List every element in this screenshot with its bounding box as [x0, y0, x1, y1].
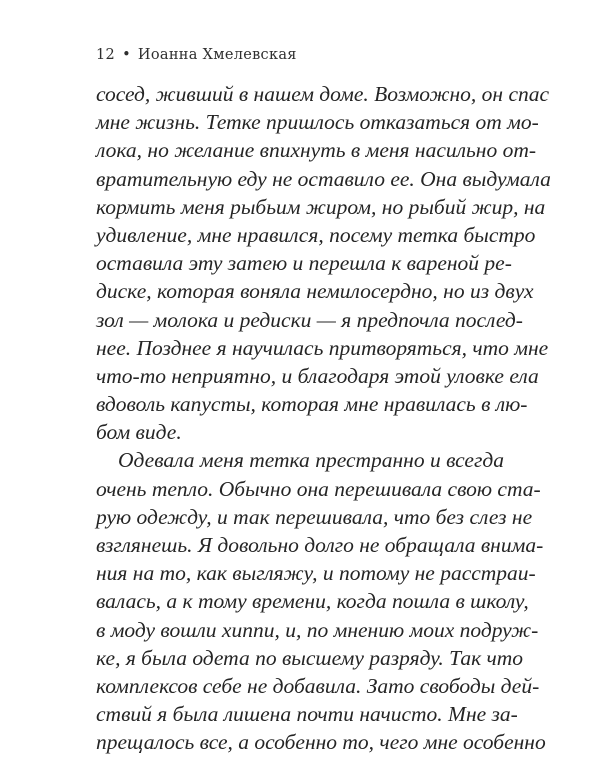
text-line: очень тепло. Обычно она перешивала свою ста-	[96, 476, 541, 501]
text-line: в моду вошли хиппи, и, по мнению моих подруж-	[96, 617, 539, 642]
text-line: комплексов себе не добавила. Зато свободы дей-	[96, 673, 540, 698]
text-line: оставила эту затею и перешла к вареной ре-	[96, 251, 512, 276]
running-head	[96, 47, 297, 63]
text-line: лока, но желание впихнуть в меня насильно от-	[96, 138, 537, 163]
body-text	[96, 80, 551, 757]
text-line: ствий я была лишена почти начисто. Мне за-	[96, 702, 518, 727]
header-separator: •	[122, 47, 131, 63]
text-line: мне жизнь. Тетке пришлось отказаться от мо-	[96, 110, 539, 135]
author-name: Иоанна Хмелевская	[137, 47, 297, 63]
text-line: рую одежду, и так перешивала, что без слез не	[96, 504, 533, 529]
text-line: диске, которая воняла немилосердно, но из двух	[96, 279, 534, 304]
text-line: прещалось все, а особенно то, чего мне особенно	[96, 730, 546, 755]
text-line: вдоволь капусты, которая мне нравилась в лю-	[96, 392, 528, 417]
text-line: зол — молока и редиски — я предпочла послед-	[96, 307, 523, 332]
text-line: удивление, мне нравился, посему тетка быстро	[96, 222, 536, 247]
text-line: бом виде.	[96, 420, 182, 445]
text-line: что-то неприятно, и благодаря этой уловке ела	[96, 363, 539, 388]
text-line: ке, я была одета по высшему разряду. Так что	[96, 645, 524, 670]
text-line: ния на то, как выгляжу, и потому не расстраи-	[96, 561, 536, 586]
text-line: сосед, живший в нашем доме. Возможно, он спас	[96, 82, 550, 106]
text-line: валась, а к тому времени, когда пошла в школу,	[96, 589, 529, 614]
text-line: взглянешь. Я довольно долго не обращала внима-	[96, 533, 544, 557]
text-line: вратительную еду не оставило ее. Она выдумала	[96, 166, 551, 191]
page-number: 12	[96, 47, 116, 63]
text-line: кормить меня рыбьим жиром, но рыбий жир, на	[96, 194, 546, 219]
text-line: нее. Позднее я научилась притворяться, что мне	[96, 335, 549, 360]
text-line: Одевала меня тетка престранно и всегда	[118, 448, 504, 473]
paragraph-1	[96, 80, 551, 446]
paragraph-2	[96, 446, 546, 756]
